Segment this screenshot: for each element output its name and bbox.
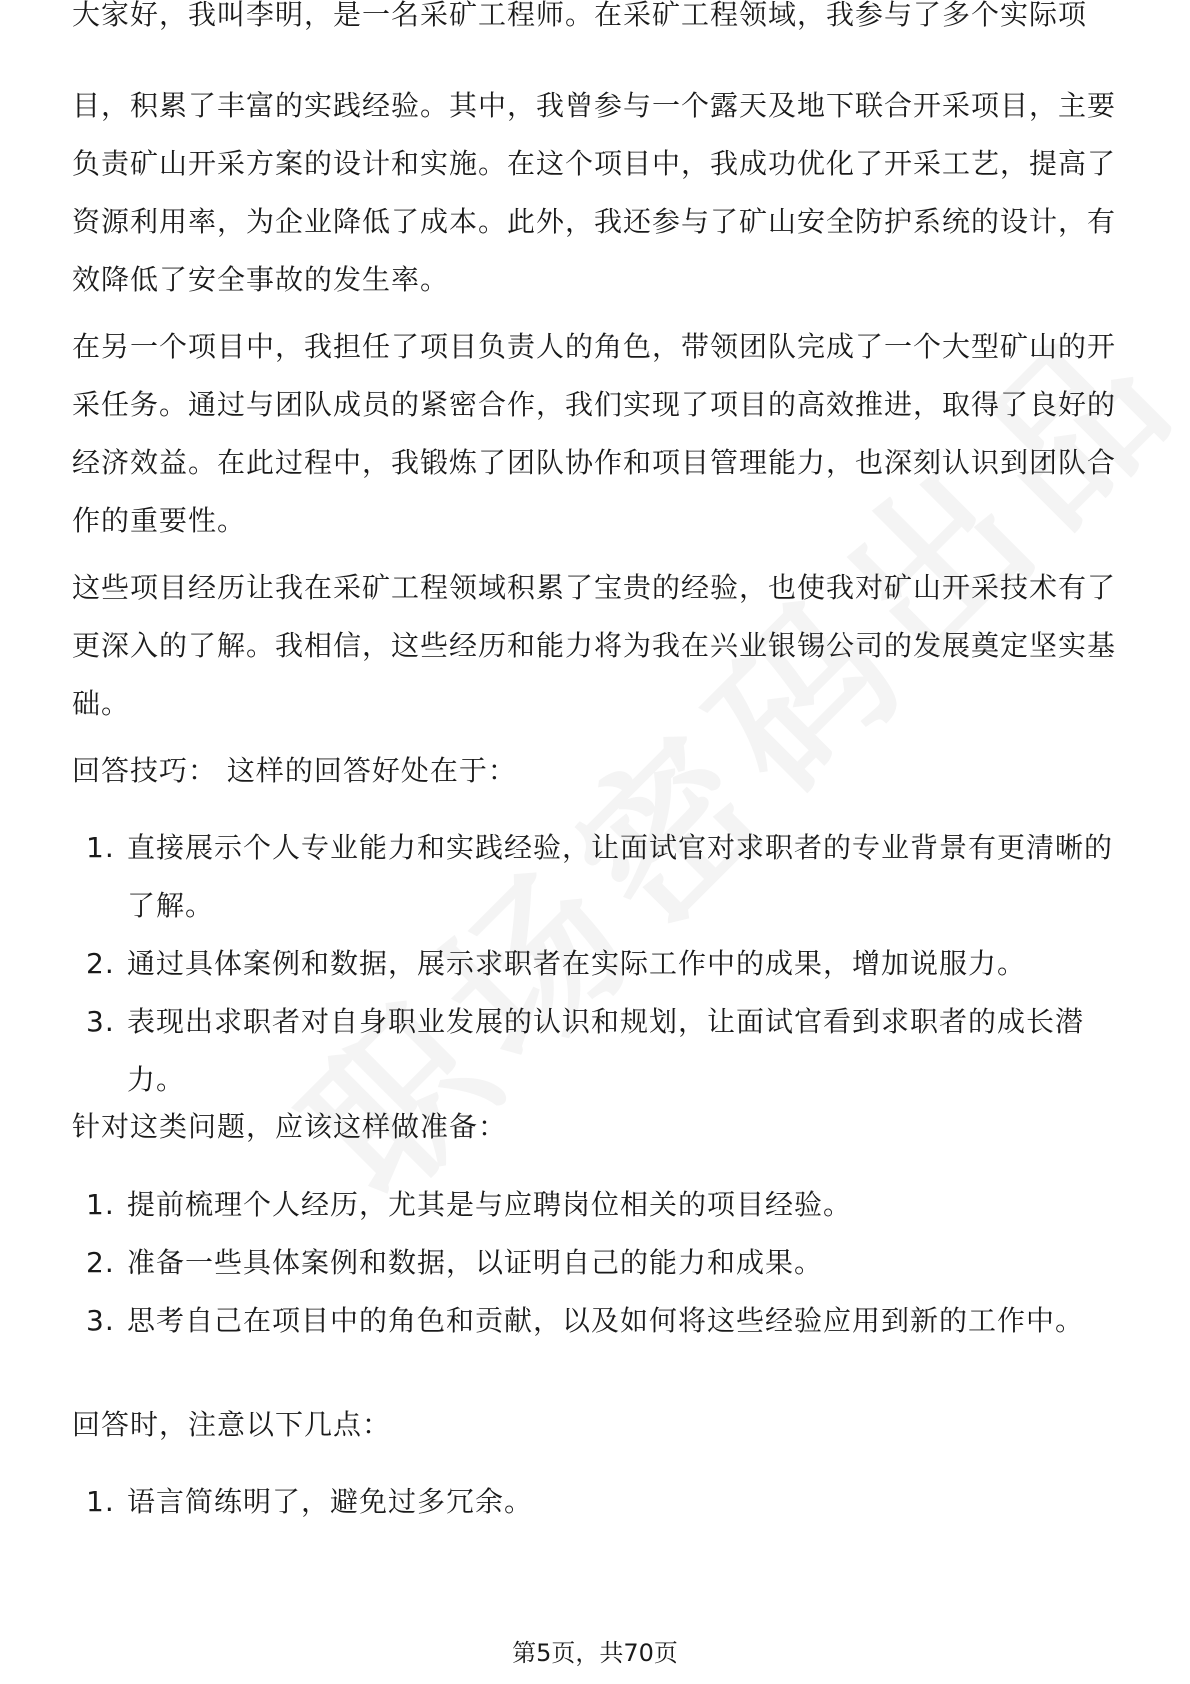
list-item (72, 1473, 1118, 1531)
prep-heading: 针对这类问题，应该这样做准备： (72, 1110, 508, 1143)
list-text: 通过具体案例和数据，展示求职者在实际工作中的成果，增加说服力。 (127, 947, 1027, 980)
list-number: 3. (86, 1005, 115, 1038)
list-text: 直接展示个人专业能力和实践经验，让面试官对求职者的专业背景有更清晰的了解。 (127, 831, 1114, 922)
list-text: 思考自己在项目中的角色和贡献，以及如何将这些经验应用到新的工作中。 (127, 1304, 1085, 1337)
list-number: 3. (86, 1304, 115, 1337)
list-number: 1. (86, 1485, 115, 1518)
list-number: 2. (86, 1246, 115, 1279)
prep-list (72, 1176, 1118, 1350)
notes-heading: 回答时，注意以下几点： (72, 1408, 392, 1441)
list-item (72, 1176, 1118, 1234)
list-number: 2. (86, 947, 115, 980)
list-item (72, 993, 1118, 1109)
cut-off-line: 大家好，我叫李明，是一名采矿工程师。在采矿工程领域，我参与了多个实际项 (72, 0, 1088, 31)
list-text: 准备一些具体案例和数据，以证明自己的能力和成果。 (127, 1246, 824, 1279)
notes-list (72, 1473, 1118, 1531)
paragraph-1: 目，积累了丰富的实践经验。其中，我曾参与一个露天及地下联合开采项目，主要负责矿山开采方案的设计和实施。在这个项目中，我成功优化了开采工艺，提高了资源利用率，为企业降低了成本。此外，我还参与了矿山安全防护系统的设计，有效降低了安全事故的发生率。 (72, 89, 1117, 296)
list-item (72, 1292, 1118, 1350)
list-text: 语言简练明了，避免过多冗余。 (127, 1485, 534, 1518)
tips-list (72, 819, 1118, 1109)
list-number: 1. (86, 831, 115, 864)
list-text: 提前梳理个人经历，尤其是与应聘岗位相关的项目经验。 (127, 1188, 853, 1221)
list-text: 表现出求职者对自身职业发展的认识和规划，让面试官看到求职者的成长潜力。 (127, 1005, 1085, 1096)
paragraph-3: 这些项目经历让我在采矿工程领域积累了宝贵的经验，也使我对矿山开采技术有了更深入的了解。我相信，这些经历和能力将为我在兴业银锡公司的发展奠定坚实基础。 (72, 571, 1117, 720)
list-number: 1. (86, 1188, 115, 1221)
list-item (72, 1234, 1118, 1292)
tips-heading: 回答技巧： 这样的回答好处在于： (72, 754, 517, 787)
list-item (72, 819, 1118, 935)
list-item (72, 935, 1118, 993)
paragraph-2: 在另一个项目中，我担任了项目负责人的角色，带领团队完成了一个大型矿山的开采任务。通过与团队成员的紧密合作，我们实现了项目的高效推进，取得了良好的经济效益。在此过程中，我锻炼了团队协作和项目管理能力，也深刻认识到团队合作的重要性。 (72, 330, 1117, 537)
page-number: 第5页，共70页 (512, 1639, 678, 1667)
